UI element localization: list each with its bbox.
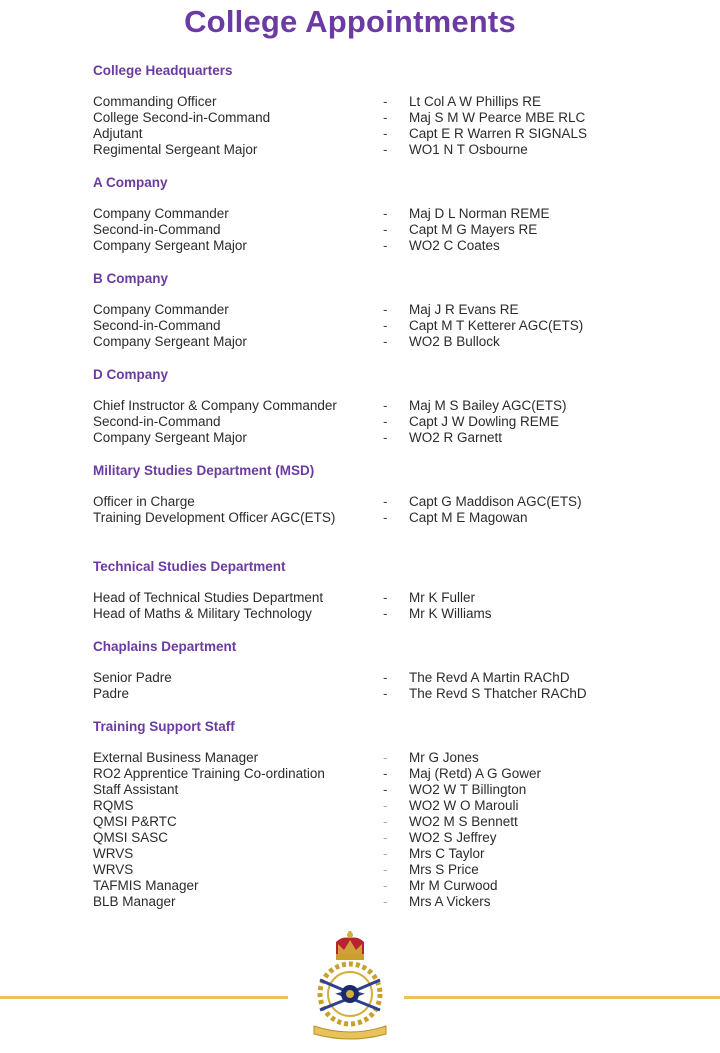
separator-dash: -	[383, 222, 388, 237]
role-label: Company Commander	[93, 206, 229, 221]
appointment-row	[93, 414, 653, 430]
separator-dash: -	[383, 862, 388, 877]
appointment-row	[93, 814, 653, 830]
role-label: Company Sergeant Major	[93, 430, 247, 445]
role-label: Officer in Charge	[93, 494, 195, 509]
appointee-name: Mr K Fuller	[409, 590, 476, 605]
appointee-name: WO1 N T Osbourne	[409, 142, 528, 157]
appointment-row	[93, 846, 653, 862]
appointee-name: Capt M T Ketterer AGC(ETS)	[409, 318, 584, 333]
appointee-name: Capt E R Warren R SIGNALS	[409, 126, 588, 141]
appointment-row	[93, 142, 653, 158]
gold-rule-right	[404, 996, 720, 999]
appointee-name: Capt J W Dowling REME	[409, 414, 560, 429]
appointment-row	[93, 670, 653, 686]
section-military-studies	[93, 462, 653, 542]
separator-dash: -	[383, 894, 388, 909]
separator-dash: -	[383, 670, 388, 685]
role-label: Company Commander	[93, 302, 229, 317]
appointee-name: Capt G Maddison AGC(ETS)	[409, 494, 582, 509]
separator-dash: -	[383, 334, 388, 349]
role-label: Staff Assistant	[93, 782, 179, 797]
separator-dash: -	[383, 238, 388, 253]
section-training-support	[93, 718, 653, 910]
role-label: Regimental Sergeant Major	[93, 142, 258, 157]
appointment-row	[93, 494, 653, 510]
appointee-name: WO2 M S Bennett	[409, 814, 518, 829]
crown-icon	[336, 931, 364, 960]
appointee-name: Mrs A Vickers	[409, 894, 491, 909]
appointments-list	[93, 62, 653, 910]
separator-dash: -	[383, 126, 388, 141]
separator-dash: -	[383, 302, 388, 317]
appointee-name: WO2 B Bullock	[409, 334, 500, 349]
role-label: Head of Maths & Military Technology	[93, 606, 312, 621]
appointment-row	[93, 750, 653, 766]
separator-dash: -	[383, 878, 388, 893]
appointment-row	[93, 894, 653, 910]
appointment-row	[93, 430, 653, 446]
separator-dash: -	[383, 318, 388, 333]
role-label: Head of Technical Studies Department	[93, 590, 324, 605]
appointment-row	[93, 222, 653, 238]
role-label: Senior Padre	[93, 670, 172, 685]
appointee-name: Maj M S Bailey AGC(ETS)	[409, 398, 567, 413]
section-heading: Technical Studies Department	[93, 559, 286, 574]
appointment-row	[93, 302, 653, 318]
page-title: College Appointments	[184, 4, 516, 39]
role-label: Second-in-Command	[93, 414, 221, 429]
appointment-row	[93, 510, 653, 542]
appointment-row	[93, 334, 653, 350]
role-label: TAFMIS Manager	[93, 878, 199, 893]
appointment-row	[93, 798, 653, 814]
role-label: RO2 Apprentice Training Co-ordination	[93, 766, 325, 781]
role-label: Chief Instructor & Company Commander	[93, 398, 337, 413]
appointee-name: WO2 S Jeffrey	[409, 830, 497, 845]
appointee-name: Maj S M W Pearce MBE RLC	[409, 110, 586, 125]
role-label: Padre	[93, 686, 130, 701]
role-label: Adjutant	[93, 126, 143, 141]
role-label: BLB Manager	[93, 894, 176, 909]
appointment-row	[93, 94, 653, 110]
role-label: QMSI P&RTC	[93, 814, 177, 829]
separator-dash: -	[383, 430, 388, 445]
separator-dash: -	[383, 814, 388, 829]
separator-dash: -	[383, 142, 388, 157]
appointee-name: WO2 R Garnett	[409, 430, 503, 445]
appointment-row	[93, 206, 653, 222]
appointee-name: Lt Col A W Phillips RE	[409, 94, 542, 109]
section-heading: Training Support Staff	[93, 719, 235, 734]
appointment-row	[93, 318, 653, 334]
appointment-row	[93, 766, 653, 782]
section-chaplains	[93, 638, 653, 702]
separator-dash: -	[383, 398, 388, 413]
role-label: Second-in-Command	[93, 318, 221, 333]
appointment-row	[93, 606, 653, 622]
appointee-name: WO2 C Coates	[409, 238, 500, 253]
appointment-row	[93, 126, 653, 142]
appointee-name: Capt M E Magowan	[409, 510, 528, 525]
role-label: Company Sergeant Major	[93, 334, 247, 349]
separator-dash: -	[383, 414, 388, 429]
separator-dash: -	[383, 94, 388, 109]
separator-dash: -	[383, 606, 388, 621]
appointee-name: WO2 W O Marouli	[409, 798, 519, 813]
appointee-name: Mr M Curwood	[409, 878, 498, 893]
separator-dash: -	[383, 110, 388, 125]
appointee-name: The Revd S Thatcher RAChD	[409, 686, 587, 701]
appointee-name: Maj (Retd) A G Gower	[409, 766, 542, 781]
appointee-name: Mrs S Price	[409, 862, 479, 877]
section-college-headquarters	[93, 62, 653, 158]
separator-dash: -	[383, 766, 388, 781]
section-heading: Military Studies Department (MSD)	[93, 463, 315, 478]
appointee-name: The Revd A Martin RAChD	[409, 670, 570, 685]
section-heading: A Company	[93, 175, 168, 190]
section-heading: Chaplains Department	[93, 639, 237, 654]
role-label: Second-in-Command	[93, 222, 221, 237]
role-label: College Second-in-Command	[93, 110, 271, 125]
separator-dash: -	[383, 750, 388, 765]
appointment-row	[93, 782, 653, 798]
role-label: QMSI SASC	[93, 830, 169, 845]
role-label: External Business Manager	[93, 750, 259, 765]
gold-rule-left	[0, 996, 288, 999]
separator-dash: -	[383, 846, 388, 861]
appointment-row	[93, 398, 653, 414]
appointee-name: Maj D L Norman REME	[409, 206, 550, 221]
section-heading: College Headquarters	[93, 63, 233, 78]
appointee-name: WO2 W T Billington	[409, 782, 527, 797]
appointee-name: Mr G Jones	[409, 750, 479, 765]
appointment-row	[93, 878, 653, 894]
appointee-name: Capt M G Mayers RE	[409, 222, 538, 237]
college-crest-icon	[300, 930, 400, 1042]
appointment-row	[93, 686, 653, 702]
role-label: Commanding Officer	[93, 94, 217, 109]
role-label: WRVS	[93, 862, 134, 877]
appointment-row	[93, 590, 653, 606]
appointment-row	[93, 238, 653, 254]
section-technical-studies	[93, 558, 653, 622]
role-label: Training Development Officer AGC(ETS)	[93, 510, 336, 525]
section-heading: B Company	[93, 271, 169, 286]
section-a-company	[93, 174, 653, 254]
appointee-name: Maj J R Evans RE	[409, 302, 519, 317]
appointee-name: Mr K Williams	[409, 606, 492, 621]
section-d-company	[93, 366, 653, 446]
role-label: WRVS	[93, 846, 134, 861]
separator-dash: -	[383, 782, 388, 797]
appointee-name: Mrs C Taylor	[409, 846, 485, 861]
section-heading: D Company	[93, 367, 169, 382]
separator-dash: -	[383, 510, 388, 525]
separator-dash: -	[383, 494, 388, 509]
appointment-row	[93, 862, 653, 878]
separator-dash: -	[383, 798, 388, 813]
appointment-row	[93, 110, 653, 126]
role-label: Company Sergeant Major	[93, 238, 247, 253]
separator-dash: -	[383, 590, 388, 605]
separator-dash: -	[383, 830, 388, 845]
separator-dash: -	[383, 686, 388, 701]
separator-dash: -	[383, 206, 388, 221]
appointment-row	[93, 830, 653, 846]
role-label: RQMS	[93, 798, 134, 813]
section-b-company	[93, 270, 653, 350]
